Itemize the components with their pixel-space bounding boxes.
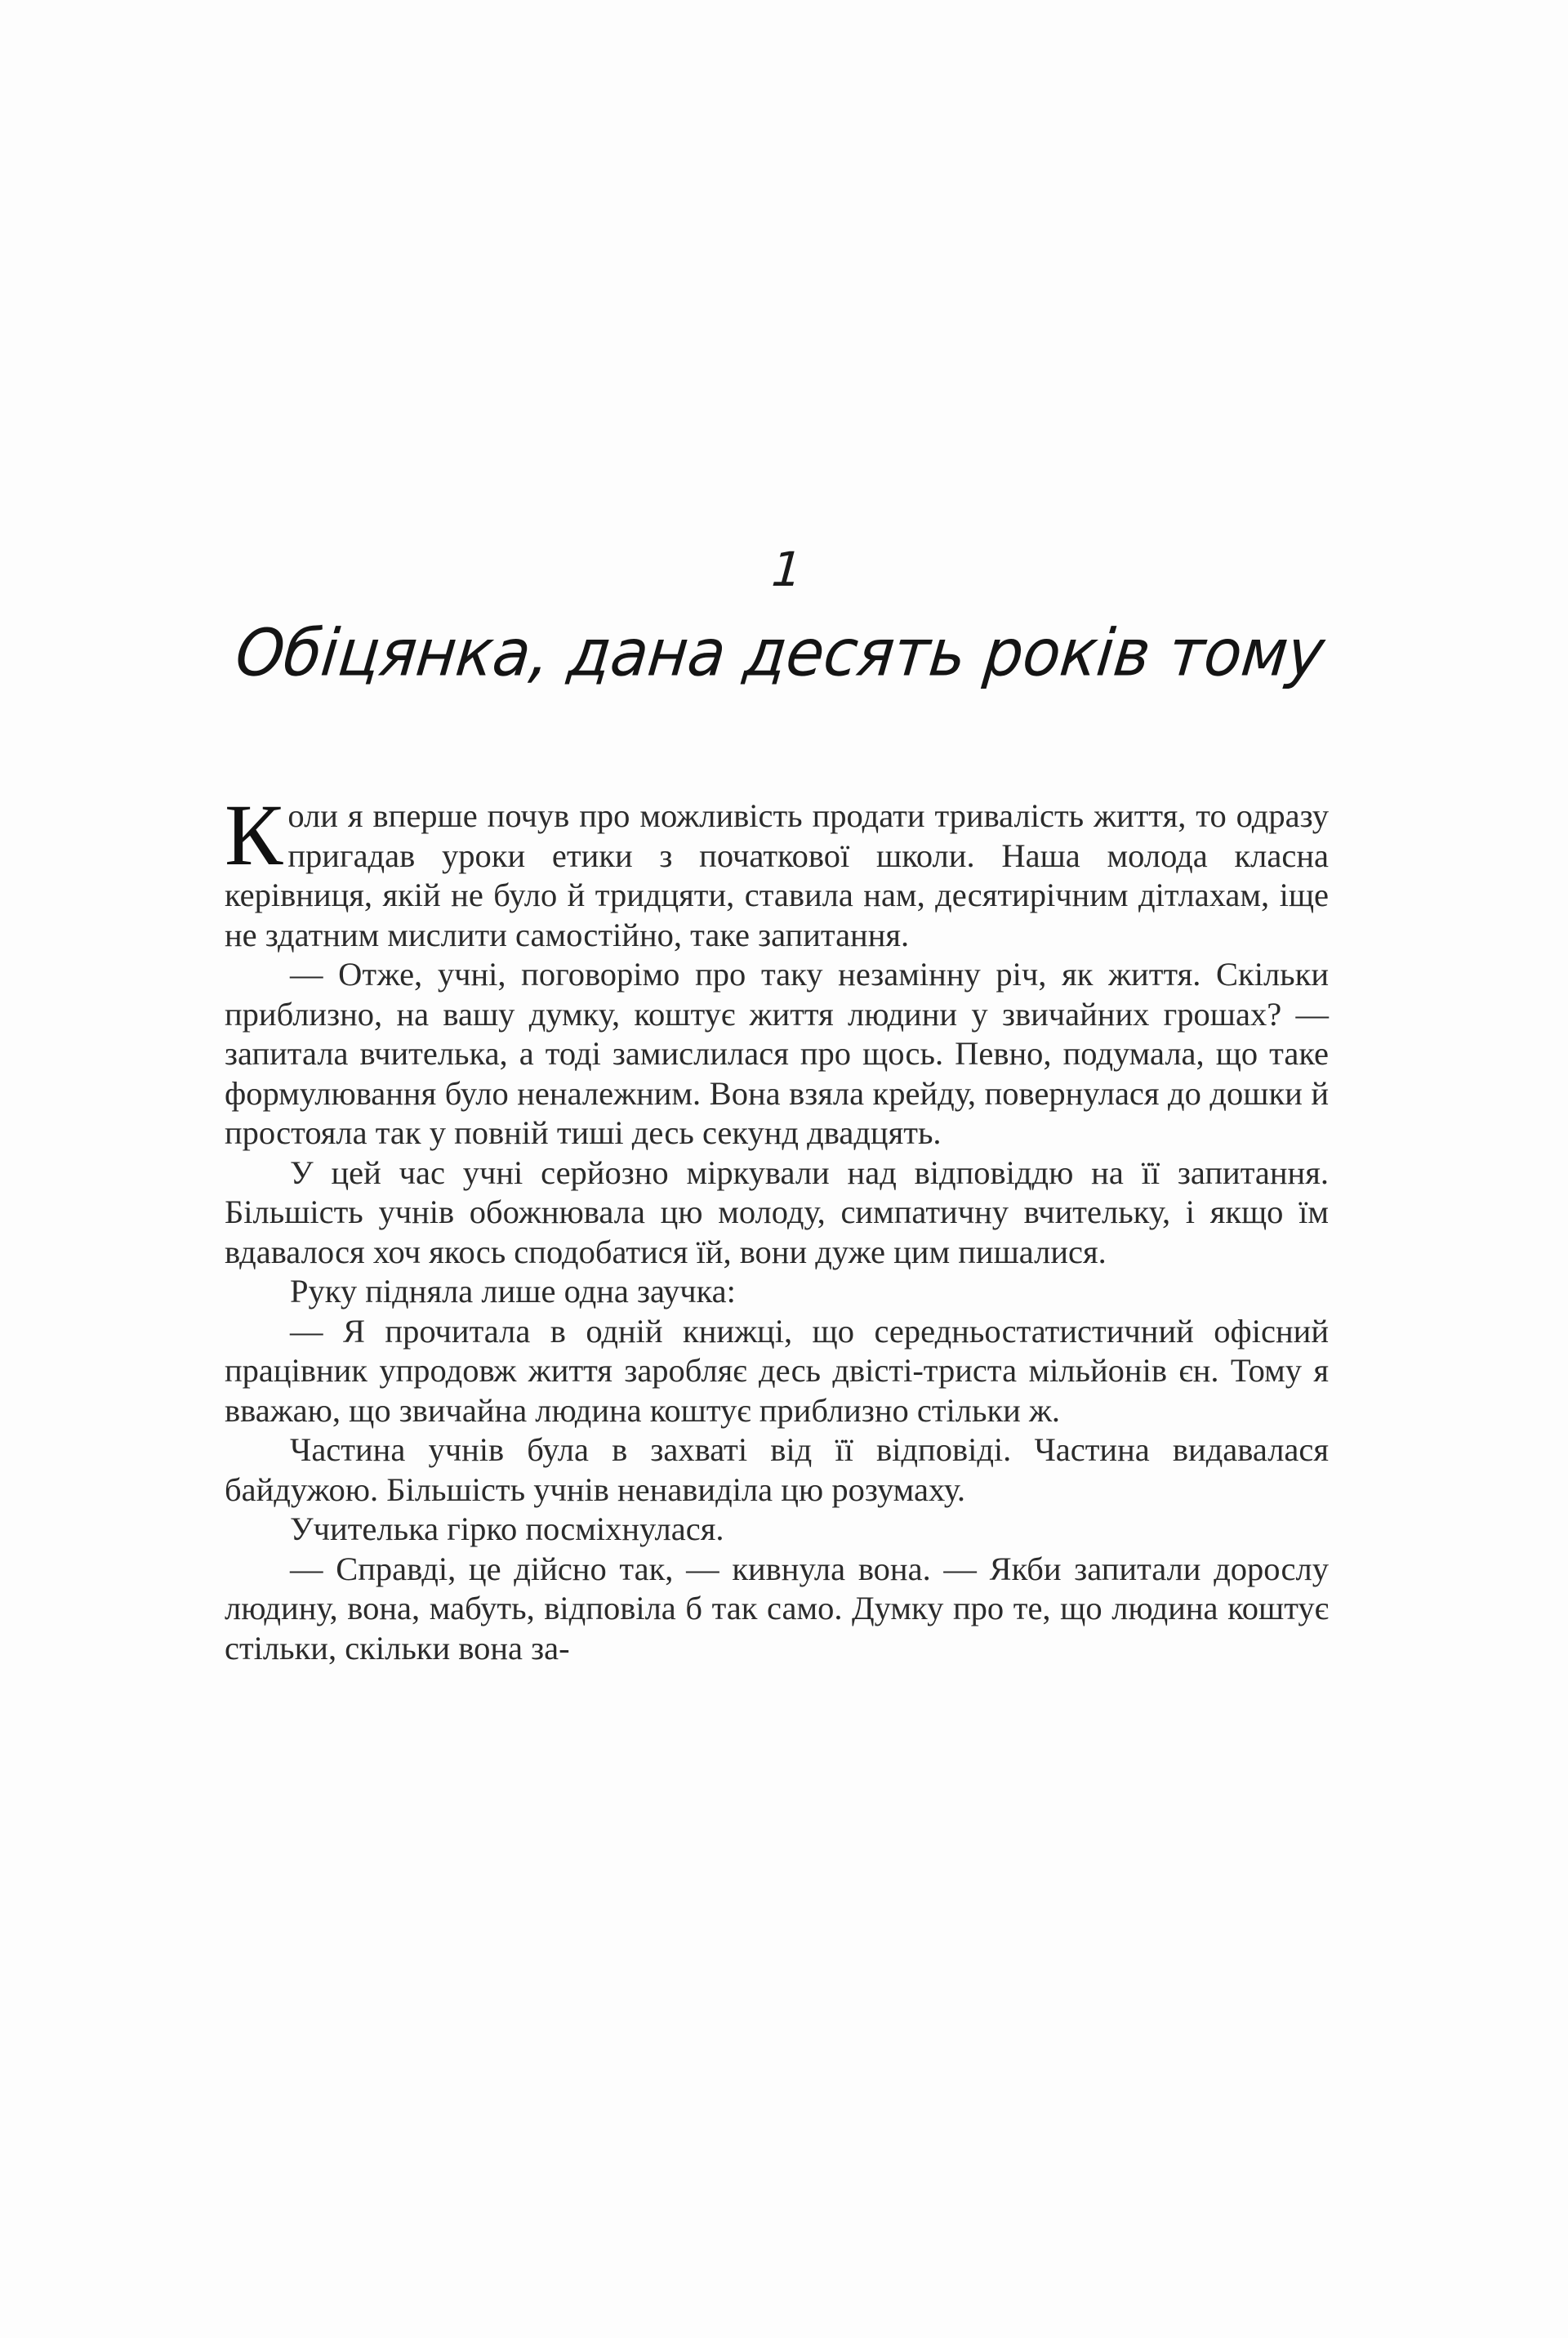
paragraph: Частина учнів була в захваті від її відповіді. Частина видавалася байдужою. Більшість учнів ненавиділа цю розумаху. bbox=[225, 1431, 1329, 1508]
paragraph: Коли я вперше почув про можливість продати тривалість життя, то одразу пригадав уроки етики з початкової школи. Наша молода класна керівниця, якій не було й тридцяти, ставила нам, десятирічним дітлахам, іще не здатним мислити самостійно, таке запитання. bbox=[225, 788, 1329, 953]
paragraph: — Справді, це дійсно так, — кивнула вона. — Якби запитали дорослу людину, вона, мабуть, відповіла б так само. Думку про те, що людина коштує стільки, скільки вона за- bbox=[225, 1550, 1329, 1666]
chapter-number: 1 bbox=[769, 542, 805, 597]
paragraph: — Отже, учні, поговорімо про таку незамінну річ, як життя. Скільки приблизно, на вашу думку, коштує життя людини у звичайних грошах? — запитала вчителька, а тоді замислилася про щось. Певно, подумала, що таке формулювання було неналежним. Вона взяла крейду, повернулася до дошки й простояла так у повній тиші десь секунд двадцять. bbox=[225, 956, 1329, 1151]
paragraph: — Я прочитала в одній книжці, що середньостатистичний офісний працівник упродовж життя заробляє десь двісті-триста мільйонів єн. Тому я вважаю, що звичайна людина коштує приблизно стільки ж. bbox=[225, 1312, 1329, 1429]
chapter-heading bbox=[225, 542, 1335, 691]
body-text bbox=[225, 788, 1329, 1668]
paragraph: Учителька гірко посміхнулася. bbox=[290, 1510, 724, 1547]
paragraph: У цей час учні серйозно міркували над відповіддю на її запитання. Більшість учнів обожнювала цю молоду, симпатичну вчительку, і якщо їм вдавалося хоч якось сподобатися їй, вони дуже цим пишалися. bbox=[225, 1153, 1329, 1270]
chapter-title: Обіцянка, дана десять років тому bbox=[232, 614, 1328, 691]
paragraph: Руку підняла лише одна заучка: bbox=[290, 1273, 736, 1310]
